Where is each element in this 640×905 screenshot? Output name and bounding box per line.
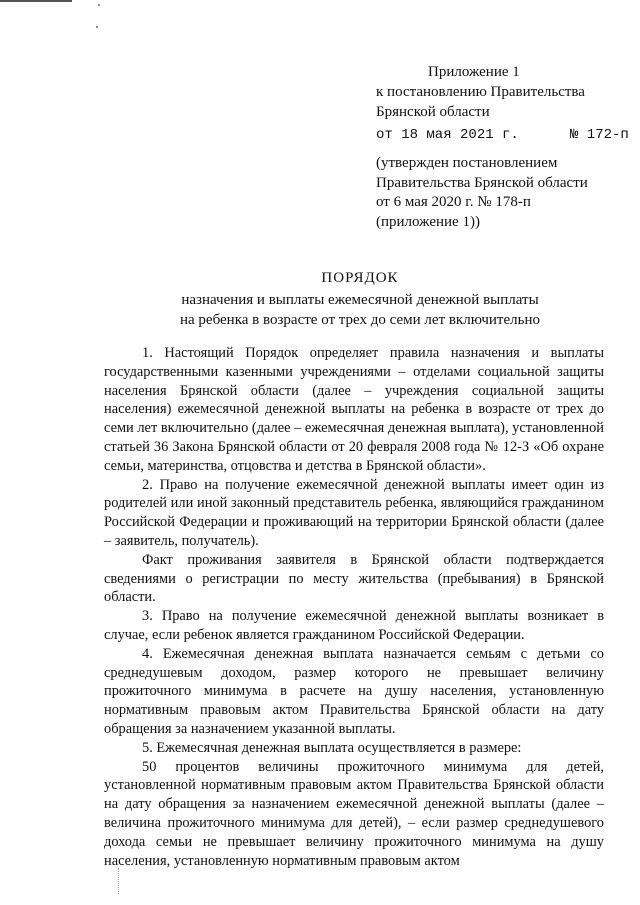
paragraph-3: 3. Право на получение ежемесячной денежной выплаты возникает в случае, если ребенок является гражданином Российской Федерации. (104, 608, 604, 643)
document-subtitle-line-1: назначения и выплаты ежемесячной денежной выплаты (181, 292, 539, 308)
scan-dot (98, 4, 100, 6)
document-subtitle-line-2: на ребенка в возрасте от трех до семи лет включительно (180, 312, 540, 328)
approved-note (376, 154, 636, 232)
appendix-resolution-line: к постановлению Правительства (376, 84, 585, 100)
document-body (104, 344, 604, 870)
approved-line-2: Правительства Брянской области (376, 174, 588, 191)
appendix-date-line (376, 125, 638, 145)
scan-edge-mark (0, 0, 72, 2)
appendix-block (376, 62, 638, 145)
paragraph-5-amount: 50 процентов величины прожиточного минимума для детей, установленной нормативным правовым актом Правительства Брянской области на дату обращения за назначением ежемесячной денежной выплаты (далее – величина прожиточного минимума для детей), – если размер среднедушевого дохода семьи не превышает величину прожиточного минимума на душу населения, установленную нормативным правовым актом (104, 758, 604, 869)
document-title: ПОРЯДОК (321, 270, 399, 286)
paragraph-4: 4. Ежемесячная денежная выплата назначается семьям с детьми со среднедушевым доходом, размер которого не превышает величину прожиточного минимума в расчете на душу населения, установленную нормативным правовым актом Правительства Брянской области на дату обращения за назначением указанной выплаты. (104, 645, 604, 737)
appendix-number: № 172-п (570, 127, 629, 143)
scan-margin-dots (118, 868, 120, 894)
paragraph-1: 1. Настоящий Порядок определяет правила назначения и выплаты государственными казенными учреждениями – отделами социальной защиты населения Брянской области (далее – учреждения социальной защиты населения) ежемесячной денежной выплаты на ребенка в возрасте от трех до семи лет включительно (далее – ежемесячная денежная выплата), установленной статьей 36 Закона Брянской области от 20 февраля 2008 года № 12-З «Об охране семьи, материнства, отцовства и детства в Брянской области». (104, 345, 604, 474)
approved-line-1: (утвержден постановлением (376, 155, 558, 171)
approved-line-3: от 6 мая 2020 г. № 178-п (376, 194, 531, 210)
appendix-region-line: Брянской области (376, 104, 490, 120)
appendix-title: Приложение 1 (428, 64, 520, 80)
appendix-date: от 18 мая 2021 г. (376, 127, 519, 143)
scan-dot (96, 26, 98, 28)
document-heading (90, 268, 630, 330)
approved-line-4: (приложение 1)) (376, 213, 480, 230)
paragraph-5: 5. Ежемесячная денежная выплата осуществляется в размере: (142, 739, 522, 756)
paragraph-2-residence: Факт проживания заявителя в Брянской области подтверждается сведениями о регистрации по месту жительства (пребывания) в Брянской области. (104, 551, 604, 606)
paragraph-2: 2. Право на получение ежемесячной денежной выплаты имеет один из родителей или иной законный представитель ребенка, являющийся гражданином Российской Федерации и проживающий на территории Брянской области (далее – заявитель, получатель). (104, 476, 604, 549)
